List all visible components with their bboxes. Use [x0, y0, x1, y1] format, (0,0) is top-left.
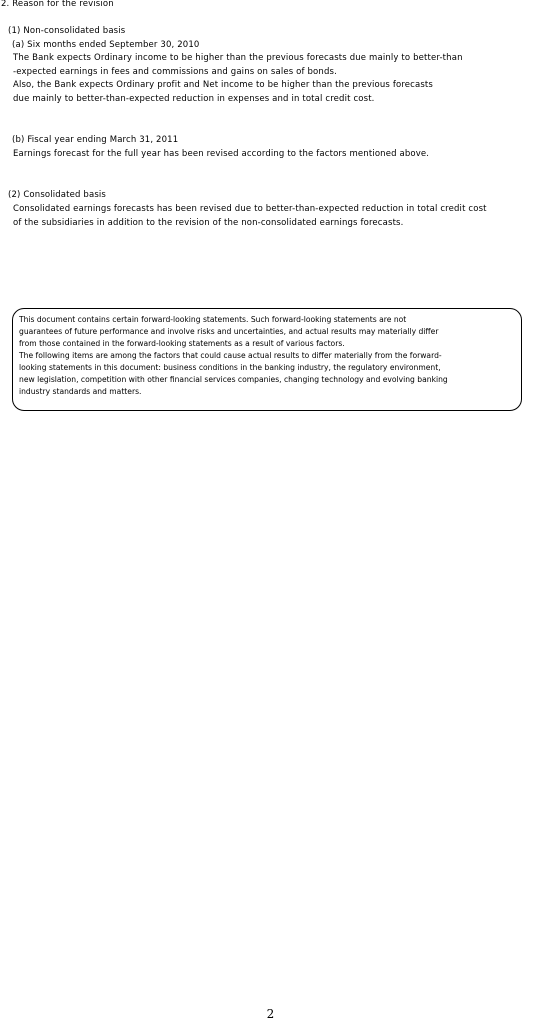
disclaimer-line: The following items are among the factors that could cause actual results to differ materially from the forward-: [19, 351, 442, 360]
disclaimer-line: This document contains certain forward-looking statements. Such forward-looking statements are not: [19, 315, 407, 324]
disclaimer-box: [12, 308, 522, 411]
consolidated-line: of the subsidiaries in addition to the revision of the non-consolidated earnings forecasts.: [13, 218, 404, 228]
disclaimer-line: industry standards and matters.: [19, 387, 142, 396]
disclaimer-line: from those contained in the forward-looking statements as a result of various factors.: [19, 339, 345, 348]
page-number: 2: [266, 1007, 275, 1021]
section-title: 2. Reason for the revision: [1, 0, 114, 9]
disclaimer-line: new legislation, competition with other financial services companies, changing technology and evolving banking: [19, 375, 448, 384]
fiscal-year-heading: (b) Fiscal year ending March 31, 2011: [12, 135, 179, 145]
consolidated-heading: (2) Consolidated basis: [8, 190, 107, 200]
six-months-line: due mainly to better-than-expected reduction in expenses and in total credit cost.: [13, 94, 375, 104]
six-months-heading: (a) Six months ended September 30, 2010: [12, 40, 200, 50]
disclaimer-line: guarantees of future performance and involve risks and uncertainties, and actual results may materially differ: [19, 327, 439, 336]
six-months-line: The Bank expects Ordinary income to be higher than the previous forecasts due mainly to better-than: [13, 53, 463, 63]
fiscal-year-line: Earnings forecast for the full year has been revised according to the factors mentioned above.: [13, 149, 430, 159]
consolidated-line: Consolidated earnings forecasts has been revised due to better-than-expected reduction in total credit cost: [13, 204, 487, 214]
six-months-line: -expected earnings in fees and commissions and gains on sales of bonds.: [13, 67, 337, 77]
disclaimer-line: looking statements in this document: business conditions in the banking industry, the regulatory environment,: [19, 363, 441, 372]
non-consolidated-heading: (1) Non-consolidated basis: [8, 26, 126, 36]
six-months-line: Also, the Bank expects Ordinary profit and Net income to be higher than the previous forecasts: [13, 80, 433, 90]
